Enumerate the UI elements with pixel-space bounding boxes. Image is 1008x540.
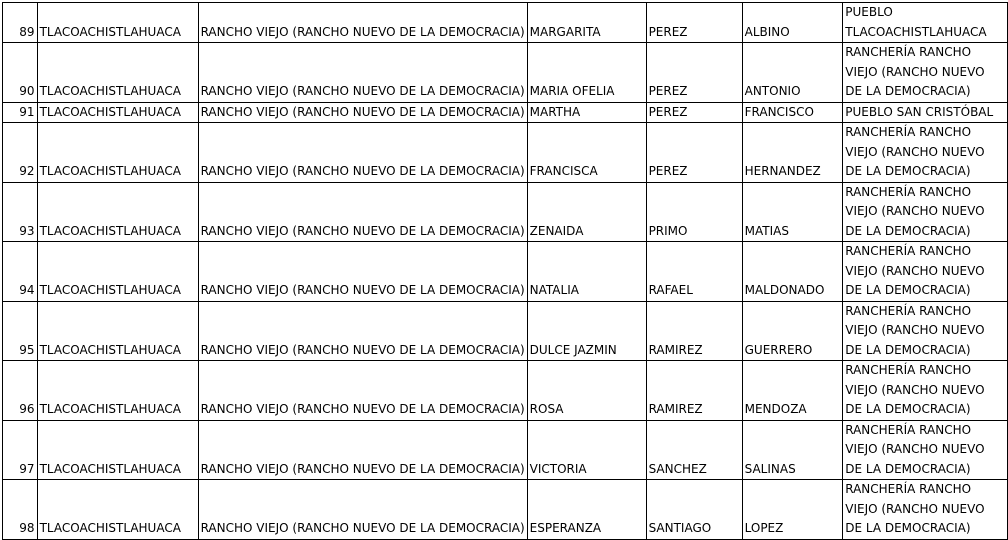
- table-row: [0, 480, 1008, 540]
- table-row: [0, 420, 1008, 480]
- origen-cell[interactable]: PUEBLO SAN CRISTÓBAL: [843, 102, 1008, 123]
- localidad-cell[interactable]: RANCHO VIEJO (RANCHO NUEVO DE LA DEMOCRACIA): [198, 420, 527, 480]
- apellido-materno-cell[interactable]: GUERRERO: [742, 301, 843, 361]
- localidad-cell[interactable]: RANCHO VIEJO (RANCHO NUEVO DE LA DEMOCRACIA): [198, 480, 527, 540]
- table-row: [0, 242, 1008, 302]
- localidad-cell[interactable]: RANCHO VIEJO (RANCHO NUEVO DE LA DEMOCRACIA): [198, 242, 527, 302]
- apellido-materno-cell[interactable]: MATIAS: [742, 182, 843, 242]
- apellido-paterno-cell[interactable]: RAMIREZ: [646, 361, 742, 421]
- localidad-cell[interactable]: RANCHO VIEJO (RANCHO NUEVO DE LA DEMOCRACIA): [198, 3, 527, 43]
- nombre-cell[interactable]: DULCE JAZMIN: [527, 301, 646, 361]
- localidad-cell[interactable]: RANCHO VIEJO (RANCHO NUEVO DE LA DEMOCRACIA): [198, 43, 527, 103]
- apellido-paterno-cell[interactable]: SANTIAGO: [646, 480, 742, 540]
- localidad-cell[interactable]: RANCHO VIEJO (RANCHO NUEVO DE LA DEMOCRACIA): [198, 182, 527, 242]
- localidad-cell[interactable]: RANCHO VIEJO (RANCHO NUEVO DE LA DEMOCRACIA): [198, 102, 527, 123]
- row-number-cell[interactable]: 89: [2, 3, 37, 43]
- municipio-cell[interactable]: TLACOACHISTLAHUACA: [37, 182, 198, 242]
- nombre-cell[interactable]: ROSA: [527, 361, 646, 421]
- localidad-cell[interactable]: RANCHO VIEJO (RANCHO NUEVO DE LA DEMOCRACIA): [198, 301, 527, 361]
- municipio-cell[interactable]: TLACOACHISTLAHUACA: [37, 420, 198, 480]
- nombre-cell[interactable]: VICTORIA: [527, 420, 646, 480]
- row-number-cell[interactable]: 92: [2, 123, 37, 183]
- municipio-cell[interactable]: TLACOACHISTLAHUACA: [37, 102, 198, 123]
- nombre-cell[interactable]: MARIA OFELIA: [527, 43, 646, 103]
- table-row: [0, 123, 1008, 183]
- nombre-cell[interactable]: ESPERANZA: [527, 480, 646, 540]
- apellido-materno-cell[interactable]: FRANCISCO: [742, 102, 843, 123]
- data-table: [0, 2, 1008, 540]
- nombre-cell[interactable]: FRANCISCA: [527, 123, 646, 183]
- origen-cell[interactable]: RANCHERÍA RANCHO VIEJO (RANCHO NUEVO DE LA DEMOCRACIA): [843, 420, 1008, 480]
- origen-cell[interactable]: RANCHERÍA RANCHO VIEJO (RANCHO NUEVO DE LA DEMOCRACIA): [843, 480, 1008, 540]
- apellido-materno-cell[interactable]: ANTONIO: [742, 43, 843, 103]
- apellido-materno-cell[interactable]: HERNANDEZ: [742, 123, 843, 183]
- apellido-paterno-cell[interactable]: SANCHEZ: [646, 420, 742, 480]
- table-body: [0, 3, 1008, 540]
- origen-cell[interactable]: RANCHERÍA RANCHO VIEJO (RANCHO NUEVO DE LA DEMOCRACIA): [843, 242, 1008, 302]
- nombre-cell[interactable]: NATALIA: [527, 242, 646, 302]
- table-row: [0, 43, 1008, 103]
- apellido-paterno-cell[interactable]: PEREZ: [646, 102, 742, 123]
- table-row: [0, 3, 1008, 43]
- apellido-paterno-cell[interactable]: PRIMO: [646, 182, 742, 242]
- row-number-cell[interactable]: 90: [2, 43, 37, 103]
- row-number-cell[interactable]: 97: [2, 420, 37, 480]
- apellido-materno-cell[interactable]: MENDOZA: [742, 361, 843, 421]
- table-row: [0, 102, 1008, 123]
- nombre-cell[interactable]: MARTHA: [527, 102, 646, 123]
- origen-cell[interactable]: RANCHERÍA RANCHO VIEJO (RANCHO NUEVO DE LA DEMOCRACIA): [843, 123, 1008, 183]
- row-number-cell[interactable]: 96: [2, 361, 37, 421]
- origen-cell[interactable]: RANCHERÍA RANCHO VIEJO (RANCHO NUEVO DE LA DEMOCRACIA): [843, 361, 1008, 421]
- nombre-cell[interactable]: ZENAIDA: [527, 182, 646, 242]
- municipio-cell[interactable]: TLACOACHISTLAHUACA: [37, 480, 198, 540]
- municipio-cell[interactable]: TLACOACHISTLAHUACA: [37, 3, 198, 43]
- municipio-cell[interactable]: TLACOACHISTLAHUACA: [37, 242, 198, 302]
- apellido-materno-cell[interactable]: SALINAS: [742, 420, 843, 480]
- apellido-paterno-cell[interactable]: RAMIREZ: [646, 301, 742, 361]
- apellido-materno-cell[interactable]: MALDONADO: [742, 242, 843, 302]
- origen-cell[interactable]: RANCHERÍA RANCHO VIEJO (RANCHO NUEVO DE LA DEMOCRACIA): [843, 43, 1008, 103]
- row-number-cell[interactable]: 98: [2, 480, 37, 540]
- apellido-paterno-cell[interactable]: PEREZ: [646, 123, 742, 183]
- apellido-paterno-cell[interactable]: RAFAEL: [646, 242, 742, 302]
- apellido-paterno-cell[interactable]: PEREZ: [646, 43, 742, 103]
- table-row: [0, 361, 1008, 421]
- localidad-cell[interactable]: RANCHO VIEJO (RANCHO NUEVO DE LA DEMOCRACIA): [198, 361, 527, 421]
- municipio-cell[interactable]: TLACOACHISTLAHUACA: [37, 361, 198, 421]
- localidad-cell[interactable]: RANCHO VIEJO (RANCHO NUEVO DE LA DEMOCRACIA): [198, 123, 527, 183]
- origen-cell[interactable]: PUEBLO TLACOACHISTLAHUACA: [843, 3, 1008, 43]
- row-number-cell[interactable]: 91: [2, 102, 37, 123]
- origen-cell[interactable]: RANCHERÍA RANCHO VIEJO (RANCHO NUEVO DE LA DEMOCRACIA): [843, 182, 1008, 242]
- origen-cell[interactable]: RANCHERÍA RANCHO VIEJO (RANCHO NUEVO DE LA DEMOCRACIA): [843, 301, 1008, 361]
- nombre-cell[interactable]: MARGARITA: [527, 3, 646, 43]
- row-number-cell[interactable]: 95: [2, 301, 37, 361]
- row-number-cell[interactable]: 94: [2, 242, 37, 302]
- municipio-cell[interactable]: TLACOACHISTLAHUACA: [37, 301, 198, 361]
- apellido-materno-cell[interactable]: ALBINO: [742, 3, 843, 43]
- row-number-cell[interactable]: 93: [2, 182, 37, 242]
- table-row: [0, 301, 1008, 361]
- table-row: [0, 182, 1008, 242]
- apellido-paterno-cell[interactable]: PEREZ: [646, 3, 742, 43]
- municipio-cell[interactable]: TLACOACHISTLAHUACA: [37, 43, 198, 103]
- apellido-materno-cell[interactable]: LOPEZ: [742, 480, 843, 540]
- municipio-cell[interactable]: TLACOACHISTLAHUACA: [37, 123, 198, 183]
